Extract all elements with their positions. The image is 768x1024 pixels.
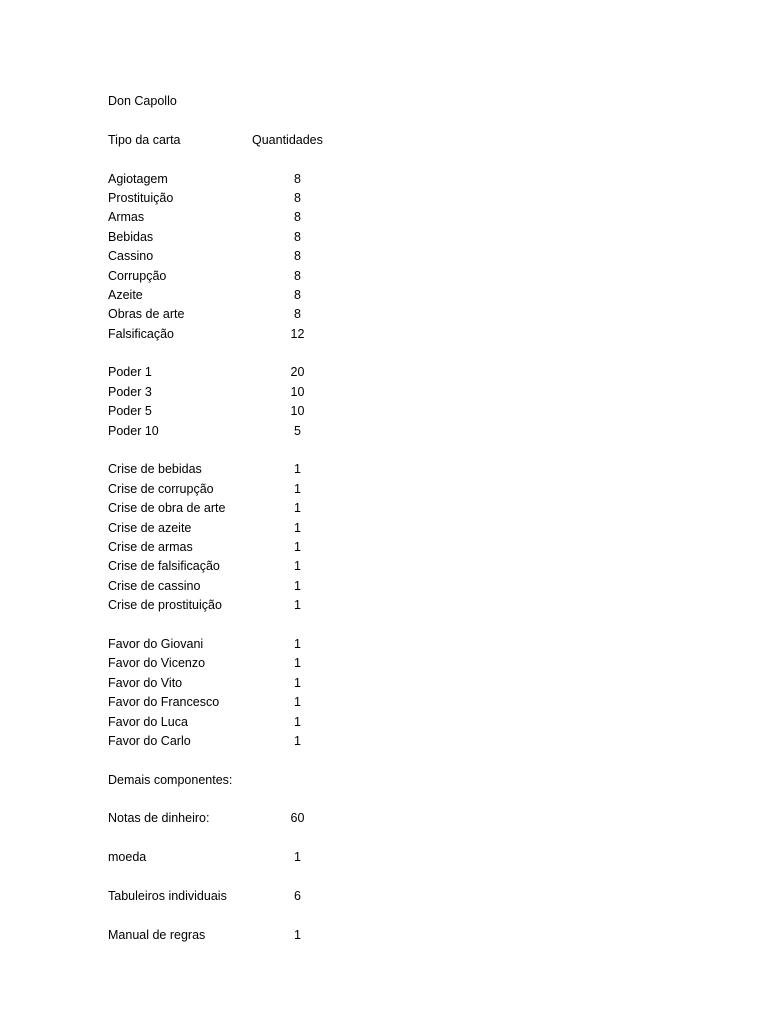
item-label: Manual de regras [108, 927, 206, 942]
item-quantity: 1 [294, 714, 301, 729]
item-quantity: 1 [294, 636, 301, 651]
item-quantity: 1 [294, 520, 301, 535]
list-item [108, 383, 668, 402]
list-item [108, 635, 668, 654]
list-item [108, 713, 668, 732]
item-quantity: 8 [294, 171, 301, 186]
header-quantity: Quantidades [252, 132, 323, 147]
spacer [108, 829, 668, 848]
item-label: Crise de armas [108, 539, 193, 554]
other-components [108, 790, 668, 945]
item-label: Notas de dinheiro: [108, 811, 210, 826]
item-quantity: 8 [294, 287, 301, 302]
other-components-heading: Demais componentes: [108, 772, 233, 787]
list-item [108, 577, 668, 596]
list-item [108, 325, 668, 344]
item-label: Tabuleiros individuais [108, 889, 227, 904]
list-item [108, 267, 668, 286]
item-quantity: 1 [294, 850, 301, 865]
list-item [108, 654, 668, 673]
item-label: Falsificação [108, 326, 174, 341]
item-quantity: 10 [290, 384, 305, 399]
item-quantity: 1 [294, 578, 301, 593]
item-label: Corrupção [108, 268, 167, 283]
table-header [108, 131, 668, 150]
item-label: Cassino [108, 249, 154, 264]
item-label: Favor do Francesco [108, 695, 220, 710]
list-item [108, 926, 668, 945]
spacer [108, 441, 668, 460]
list-item [108, 557, 668, 576]
item-label: Poder 3 [108, 384, 152, 399]
item-quantity: 8 [294, 307, 301, 322]
item-label: Crise de bebidas [108, 462, 202, 477]
card-groups [108, 170, 668, 771]
item-label: Armas [108, 210, 145, 225]
list-item [108, 286, 668, 305]
item-label: Favor do Vito [108, 675, 183, 690]
item-quantity: 1 [294, 733, 301, 748]
list-item [108, 596, 668, 615]
list-item [108, 519, 668, 538]
item-label: Bebidas [108, 229, 154, 244]
item-label: Crise de obra de arte [108, 501, 226, 516]
list-item [108, 538, 668, 557]
item-quantity: 1 [294, 501, 301, 516]
item-quantity: 1 [294, 656, 301, 671]
item-quantity: 1 [294, 559, 301, 574]
spacer [108, 751, 668, 770]
item-label: Crise de cassino [108, 578, 201, 593]
list-item [108, 363, 668, 382]
item-quantity: 10 [290, 404, 305, 419]
list-item [108, 460, 668, 479]
list-item [108, 848, 668, 867]
spacer [108, 111, 668, 130]
item-quantity: 1 [294, 598, 301, 613]
list-item [108, 305, 668, 324]
spacer [108, 906, 668, 925]
item-label: Poder 10 [108, 423, 159, 438]
item-quantity: 8 [294, 268, 301, 283]
item-label: Obras de arte [108, 307, 185, 322]
list-item [108, 422, 668, 441]
item-label: Crise de azeite [108, 520, 192, 535]
card-list [108, 92, 668, 945]
item-label: Favor do Luca [108, 714, 188, 729]
item-label: Favor do Carlo [108, 733, 191, 748]
list-item [108, 693, 668, 712]
list-item [108, 887, 668, 906]
list-item [108, 732, 668, 751]
list-item [108, 189, 668, 208]
item-label: moeda [108, 850, 147, 865]
list-item [108, 247, 668, 266]
item-quantity: 8 [294, 229, 301, 244]
item-quantity: 8 [294, 249, 301, 264]
item-quantity: 5 [294, 423, 301, 438]
list-item [108, 208, 668, 227]
document-title: Don Capollo [108, 94, 177, 108]
item-label: Crise de falsificação [108, 559, 220, 574]
item-label: Crise de prostituição [108, 598, 222, 613]
list-item [108, 499, 668, 518]
item-label: Favor do Vicenzo [108, 656, 206, 671]
item-quantity: 1 [294, 927, 301, 942]
item-quantity: 1 [294, 675, 301, 690]
item-label: Agiotagem [108, 171, 168, 186]
item-label: Favor do Giovani [108, 636, 204, 651]
list-item [108, 170, 668, 189]
item-quantity: 12 [290, 326, 305, 341]
other-components-heading-row [108, 771, 668, 790]
list-item [108, 402, 668, 421]
item-label: Poder 1 [108, 365, 152, 380]
item-label: Crise de corrupção [108, 481, 214, 496]
item-label: Azeite [108, 287, 143, 302]
item-quantity: 1 [294, 481, 301, 496]
list-item [108, 674, 668, 693]
spacer [108, 616, 668, 635]
item-quantity: 8 [294, 210, 301, 225]
spacer [108, 790, 668, 809]
spacer [108, 868, 668, 887]
item-quantity: 1 [294, 462, 301, 477]
item-quantity: 6 [294, 889, 301, 904]
list-item [108, 480, 668, 499]
item-quantity: 1 [294, 695, 301, 710]
item-label: Poder 5 [108, 404, 152, 419]
list-item [108, 228, 668, 247]
spacer [108, 150, 668, 169]
item-label: Prostituição [108, 190, 174, 205]
document-title-row [108, 92, 668, 111]
item-quantity: 20 [290, 365, 305, 380]
item-quantity: 60 [290, 811, 305, 826]
item-quantity: 8 [294, 190, 301, 205]
list-item [108, 809, 668, 828]
header-type: Tipo da carta [108, 132, 181, 147]
item-quantity: 1 [294, 539, 301, 554]
spacer [108, 344, 668, 363]
